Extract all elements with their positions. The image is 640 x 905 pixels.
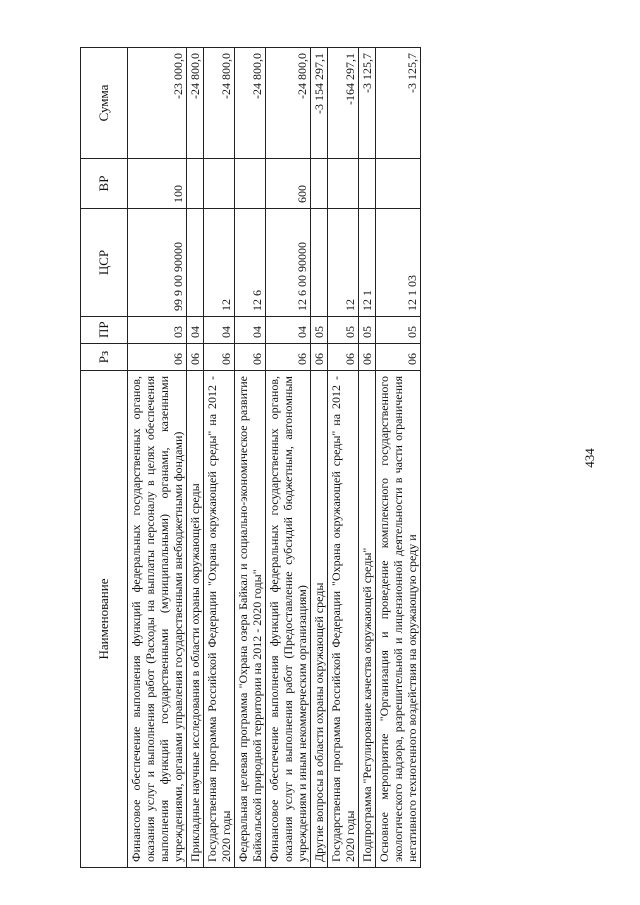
row-vr: 600 [266,159,311,209]
row-rz: 06 [204,344,235,371]
row-name: Подпрограмма "Регулирование качества окружающей среды" [359,371,376,868]
row-sum: -24 800,0 [235,48,266,159]
row-vr [311,159,328,209]
header-vr: ВР [81,159,128,209]
row-csr: 12 [328,209,359,317]
row-csr: 12 6 [235,209,266,317]
page-number: 434 [582,448,597,468]
row-pr: 05 [376,317,421,344]
table-row [235,48,266,868]
row-name: Другие вопросы в области охраны окружающей среды [311,371,328,868]
row-vr [376,159,421,209]
row-vr [187,159,204,209]
table-row [128,48,187,868]
row-rz: 06 [328,344,359,371]
row-csr [187,209,204,317]
row-sum: -24 800,0 [187,48,204,159]
row-name: Государственная программа Российской Федерации "Охрана окружающей среды" на 2012 - 2020 годы [328,371,359,868]
row-csr: 12 6 00 90000 [266,209,311,317]
row-vr [328,159,359,209]
row-name: Финансовое обеспечение выполнения функций федеральных государственных органов, оказания услуг и выполнения работ (Расходы на выплаты персоналу в целях обеспечения выполнения функций государственными (муниципальными) органами, казенными учреждениями, органами управления государственными внебюджетными фондами) [128,371,187,868]
row-name: Финансовое обеспечение выполнения функций федеральных государственных органов, оказания услуг и выполнения работ (Предоставление субсидий бюджетным, автономным учреждениям и иным некоммерческим организациям) [266,371,311,868]
row-csr: 12 1 [359,209,376,317]
table-row [328,48,359,868]
row-rz: 06 [376,344,421,371]
table-row [187,48,204,868]
row-rz: 06 [235,344,266,371]
header-csr: ЦСР [81,209,128,317]
table-row [376,48,421,868]
row-vr [235,159,266,209]
row-vr [359,159,376,209]
rotated-page [80,48,625,868]
row-rz: 06 [266,344,311,371]
row-sum: -164 297,1 [328,48,359,159]
row-name: Государственная программа Российской Федерации "Охрана окружающей среды" на 2012 - 2020 годы [204,371,235,868]
table-row [359,48,376,868]
row-sum: -24 800,0 [204,48,235,159]
row-csr: 99 9 00 90000 [128,209,187,317]
table-row [266,48,311,868]
row-rz: 06 [128,344,187,371]
row-csr: 12 [204,209,235,317]
row-sum: -23 000,0 [128,48,187,159]
row-sum: -3 125,7 [359,48,376,159]
row-sum: -3 125,7 [376,48,421,159]
row-rz: 06 [359,344,376,371]
table-row [204,48,235,868]
row-pr: 04 [204,317,235,344]
row-rz: 06 [311,344,328,371]
row-sum: -3 154 297,1 [311,48,328,159]
row-pr: 04 [187,317,204,344]
table-row [311,48,328,868]
row-name: Федеральная целевая программа "Охрана озера Байкал и социально-экономическое развитие Байкальской природной территории на 2012 - 2020 годы" [235,371,266,868]
row-sum: -24 800,0 [266,48,311,159]
budget-table [80,47,421,868]
header-rz: Рз [81,344,128,371]
header-name: Наименование [81,371,128,868]
row-pr: 03 [128,317,187,344]
table-header-row [81,48,128,868]
row-pr: 05 [311,317,328,344]
row-pr: 04 [266,317,311,344]
row-pr: 05 [359,317,376,344]
row-name: Основное мероприятие "Организация и проведение комплексного государственного экологического надзора, разрешительной и лицензионной деятельности в части ограничения негативного техногенного воздействия на окружающую среду и [376,371,421,868]
row-vr [204,159,235,209]
row-vr: 100 [128,159,187,209]
header-pr: ПР [81,317,128,344]
row-name: Прикладные научные исследования в области охраны окружающей среды [187,371,204,868]
row-csr [311,209,328,317]
row-pr: 04 [235,317,266,344]
row-rz: 06 [187,344,204,371]
row-pr: 05 [328,317,359,344]
header-sum: Сумма [81,48,128,159]
row-csr: 12 1 03 [376,209,421,317]
